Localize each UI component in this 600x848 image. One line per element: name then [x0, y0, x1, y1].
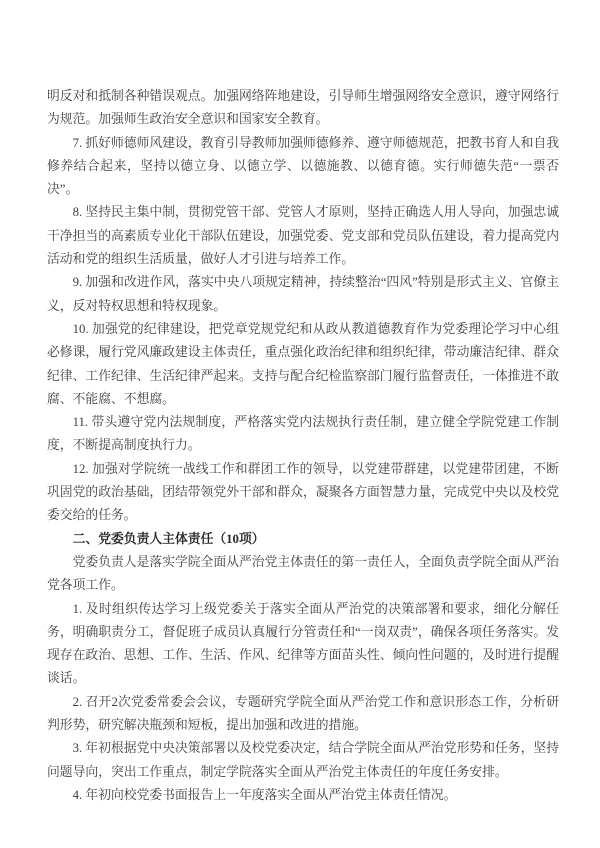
- numbered-item-9: 9. 加强和改进作风，落实中央八项规定精神，持续整治“四风”特别是形式主义、官僚主义，反对特权思想和特权现象。: [47, 275, 559, 313]
- document-body: [47, 85, 559, 807]
- numbered-item-4: 4. 年初向校党委书面报告上一年度落实全面从严治党主体责任情况。: [72, 787, 457, 802]
- numbered-item-1: 1. 及时组织传达学习上级党委关于落实全面从严治党的决策部署和要求，细化分解任务，明确职责分工，督促班子成员认真履行分管责任和“一岗双责”，确保各项任务落实。发现存在政治、思想、工作、生活、作风、纪律等方面苗头性、倾向性问题的，及时进行提醒谈话。: [47, 601, 559, 686]
- numbered-item-10: 10. 加强党的纪律建设，把党章党规党纪和从政从教道德教育作为党委理论学习中心组必修课，履行党风廉政建设主体责任，重点强化政治纪律和组织纪律，带动廉洁纪律、群众纪律、工作纪律、生活纪律严起来。支持与配合纪检监察部门履行监督责任，一体推进不敢腐、不能腐、不想腐。: [47, 321, 559, 406]
- section-heading: 二、党委负责人主体责任（10项）: [72, 531, 265, 546]
- numbered-item-11: 11. 带头遵守党内法规制度，严格落实党内法规执行责任制，建立健全学院党建工作制度，不断提高制度执行力。: [47, 415, 559, 453]
- body-paragraph: 党委负责人是落实学院全面从严治党主体责任的第一责任人，全面负责学院全面从严治党各项工作。: [47, 554, 559, 593]
- numbered-item-8: 8. 坚持民主集中制，贯彻党管干部、党管人才原则，坚持正确选人用人导向，加强忠诚干净担当的高素质专业化干部队伍建设，加强党委、党支部和党员队伍建设，着力提高党内活动和党的组织生活质量，做好人才引进与培养工作。: [47, 205, 559, 267]
- body-paragraph: 明反对和抵制各种错误观点。加强网络阵地建设，引导师生增强网络安全意识，遵守网络行为规范。加强师生政治安全意识和国家安全教育。: [47, 89, 559, 127]
- numbered-item-7: 7. 抓好师德师风建设，教育引导教师加强师德修养、遵守师德规范，把教书育人和自我修养结合起来，坚持以德立身、以德立学、以德施教、以德育德。实行师德失范“一票否决”。: [47, 135, 559, 197]
- numbered-item-3: 3. 年初根据党中央决策部署以及校党委决定，结合学院全面从严治党形势和任务，坚持问题导向，突出工作重点，制定学院落实全面从严治党主体责任的年度任务安排。: [47, 741, 559, 779]
- numbered-item-12: 12. 加强对学院统一战线工作和群团工作的领导，以党建带群建，以党建带团建，不断巩固党的政治基础，团结带领党外干部和群众，凝聚各方面智慧力量，完成党中央以及校党委交给的任务。: [47, 461, 559, 523]
- numbered-item-2: 2. 召开2次党委常委会会议，专题研究学院全面从严治党工作和意识形态工作，分析研判形势，研究解决瓶颈和短板，提出加强和改进的措施。: [47, 694, 559, 733]
